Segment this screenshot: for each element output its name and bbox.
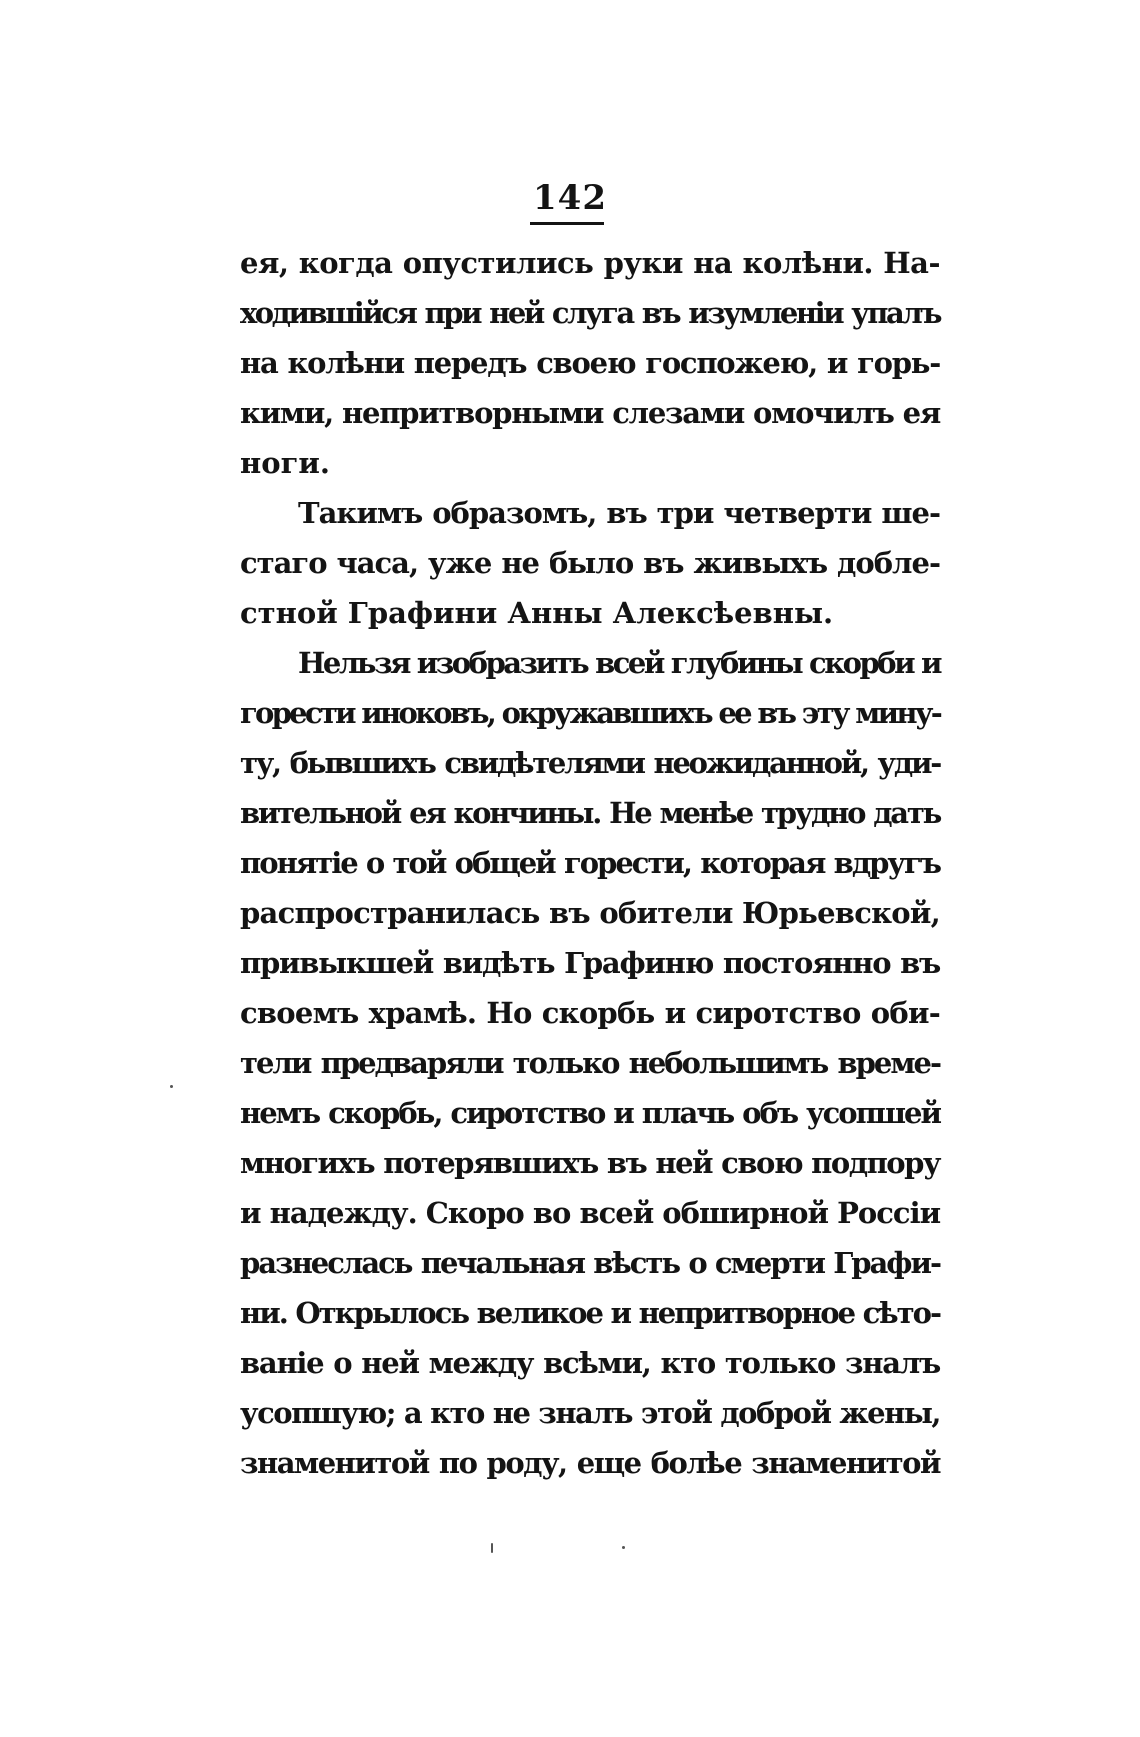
text-line: стаго часа, уже не было въ живыхъ добле- bbox=[240, 546, 940, 580]
print-speck bbox=[170, 1085, 173, 1088]
text-line: понятiе о той общей горести, которая вдругъ bbox=[240, 846, 940, 880]
text-line: разнеслась печальная вѣсть о смерти Графи- bbox=[240, 1246, 940, 1280]
text-line: Нельзя изобразить всей глубины скорби и bbox=[298, 646, 940, 680]
page-number-rule bbox=[530, 222, 604, 225]
text-line: ходившiйся при ней слуга въ изумленiи упалъ bbox=[240, 296, 940, 330]
paragraph-2 bbox=[240, 488, 940, 638]
text-line: ванiе о ней между всѣми, кто только зналъ bbox=[240, 1346, 940, 1380]
text-line: тели предваряли только небольшимъ време- bbox=[240, 1046, 940, 1080]
paragraph-1 bbox=[240, 238, 940, 488]
text-line: кими, непритворными слезами омочилъ ея bbox=[240, 396, 940, 430]
text-line: многихъ потерявшихъ въ ней свою подпору bbox=[240, 1146, 940, 1180]
paragraph-3 bbox=[240, 638, 940, 1488]
text-line: усопшую; а кто не зналъ этой доброй жены, bbox=[240, 1396, 940, 1430]
text-line: немъ скорбь, сиротство и плачь объ усопшей bbox=[240, 1096, 940, 1130]
text-line: ту, бывшихъ свидѣтелями неожиданной, уди- bbox=[240, 746, 940, 780]
text-line: ноги. bbox=[240, 446, 330, 480]
text-line: на колѣни передъ своею госпожею, и горь- bbox=[240, 346, 940, 380]
text-line: горести иноковъ, окружавшихъ ее въ эту мину- bbox=[240, 696, 940, 730]
text-line: привыкшей видѣть Графиню постоянно въ bbox=[240, 946, 940, 980]
body-text bbox=[240, 238, 940, 1488]
text-line: ни. Открылось великое и непритворное сѣто- bbox=[240, 1296, 940, 1330]
print-speck bbox=[491, 1543, 493, 1553]
text-line: распространилась въ обители Юрьевской, bbox=[240, 896, 940, 930]
print-speck bbox=[622, 1546, 625, 1549]
page-number: 142 bbox=[533, 178, 607, 218]
text-line: вительной ея кончины. Не менѣе трудно дать bbox=[240, 796, 940, 830]
text-line: ея, когда опустились руки на колѣни. На- bbox=[240, 246, 940, 280]
text-line: своемъ храмѣ. Но скорбь и сиротство оби- bbox=[240, 996, 940, 1030]
text-line: стной Графини Анны Алексѣевны. bbox=[240, 596, 834, 630]
text-line: Такимъ образомъ, въ три четверти ше- bbox=[298, 496, 940, 530]
text-line: знаменитой по роду, еще болѣе знаменитой bbox=[240, 1446, 940, 1480]
text-line: и надежду. Скоро во всей обширной Россiи bbox=[240, 1196, 941, 1230]
